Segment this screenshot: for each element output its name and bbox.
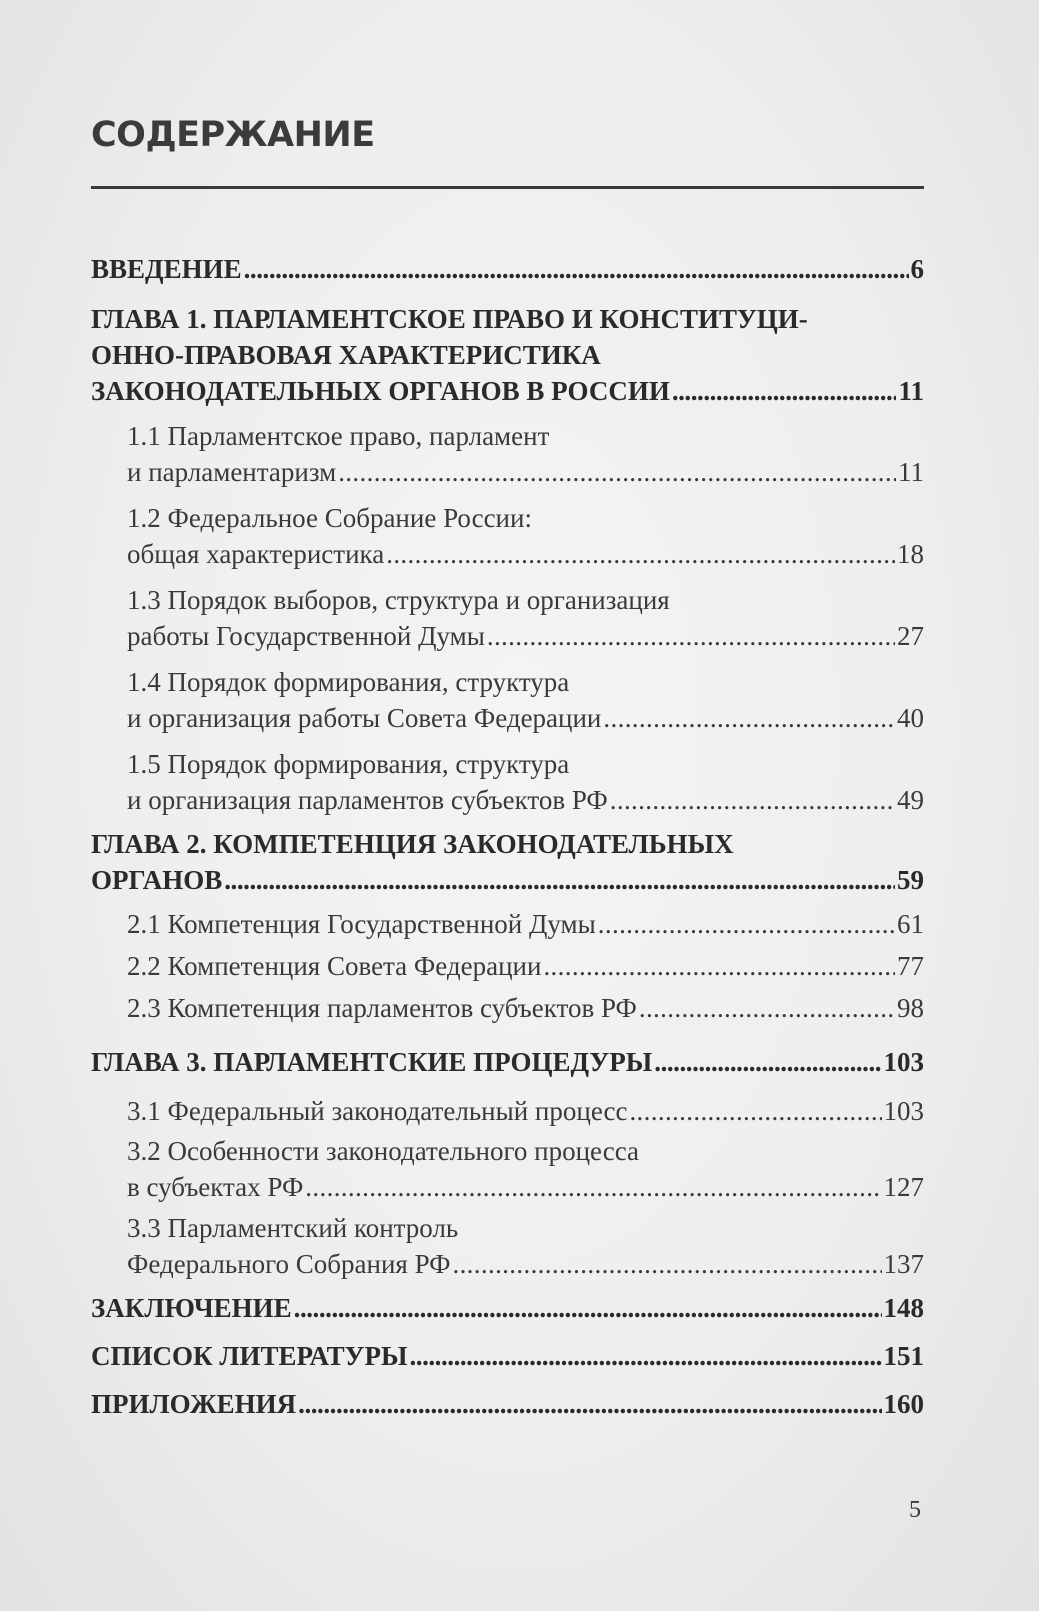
toc-entry-title: ПРИЛОЖЕНИЯ bbox=[91, 1389, 297, 1419]
toc-entry-page: 61 bbox=[897, 909, 924, 939]
toc-entry-title-line: ГЛАВА 2. КОМПЕТЕНЦИЯ ЗАКОНОДАТЕЛЬНЫХ bbox=[91, 829, 734, 859]
toc-entry-title-line: в субъектах РФ bbox=[127, 1172, 304, 1202]
toc-entry-title-line: общая характеристика bbox=[127, 539, 385, 569]
toc-entry-page: 98 bbox=[897, 993, 924, 1023]
dot-leader bbox=[629, 1093, 881, 1129]
dot-leader bbox=[610, 782, 895, 818]
toc-entry-title-line: работы Государственной Думы bbox=[127, 621, 485, 651]
dot-leader bbox=[543, 948, 895, 984]
toc-entry-title: ВВЕДЕНИЕ bbox=[91, 254, 242, 284]
toc-entry-section-1-1[interactable] bbox=[127, 418, 924, 490]
toc-entry-references[interactable] bbox=[91, 1338, 924, 1374]
toc-entry-title: СПИСОК ЛИТЕРАТУРЫ bbox=[91, 1341, 408, 1371]
toc-entry-page: 49 bbox=[897, 785, 924, 815]
dot-leader bbox=[298, 1386, 881, 1422]
toc-entry-title-line: 1.1 Парламентское право, парламент bbox=[127, 421, 550, 451]
toc-entry-section-1-5[interactable] bbox=[127, 746, 924, 818]
toc-entry-section-1-3[interactable] bbox=[127, 582, 924, 654]
toc-entry-section-2-2[interactable] bbox=[127, 948, 924, 984]
toc-entry-section-3-3[interactable] bbox=[127, 1210, 924, 1282]
dot-leader bbox=[386, 536, 895, 572]
toc-entry-page: 40 bbox=[897, 703, 924, 733]
toc-entry-title: 2.3 Компетенция парламентов субъектов РФ bbox=[127, 993, 637, 1023]
page-title: СОДЕРЖАНИЕ bbox=[91, 115, 375, 155]
toc-entry-page: 148 bbox=[883, 1293, 924, 1323]
toc-entry-title-line: 3.3 Парламентский контроль bbox=[127, 1213, 459, 1243]
toc-entry-title: 2.1 Компетенция Государственной Думы bbox=[127, 909, 596, 939]
toc-entry-section-3-1[interactable] bbox=[127, 1093, 924, 1129]
toc-entry-conclusion[interactable] bbox=[91, 1290, 924, 1326]
toc-entry-title-line: 1.2 Федеральное Собрание России: bbox=[127, 503, 532, 533]
toc-entry-title-line: 1.4 Порядок формирования, структура bbox=[127, 667, 570, 697]
toc-entry-title-line: и организация работы Совета Федерации bbox=[127, 703, 602, 733]
dot-leader bbox=[452, 1246, 881, 1282]
toc-entry-page: 59 bbox=[897, 865, 924, 895]
dot-leader bbox=[409, 1338, 881, 1374]
toc-entry-page: 6 bbox=[910, 254, 924, 284]
toc-entry-appendices[interactable] bbox=[91, 1386, 924, 1422]
dot-leader bbox=[487, 618, 895, 654]
dot-leader bbox=[639, 990, 895, 1026]
toc-entry-title-line: ЗАКОНОДАТЕЛЬНЫХ ОРГАНОВ В РОССИИ bbox=[91, 376, 670, 406]
toc-entry-page: 11 bbox=[898, 376, 924, 406]
dot-leader bbox=[338, 454, 896, 490]
toc-entry-title-line: ГЛАВА 1. ПАРЛАМЕНТСКОЕ ПРАВО И КОНСТИТУЦИ- bbox=[91, 304, 808, 334]
toc-entry-chapter-2[interactable] bbox=[91, 826, 924, 898]
toc-entry-page: 103 bbox=[883, 1047, 924, 1077]
dot-leader bbox=[305, 1169, 881, 1205]
toc-entry-page: 11 bbox=[898, 457, 924, 487]
toc-entry-page: 127 bbox=[883, 1172, 924, 1202]
toc-entry-page: 103 bbox=[883, 1096, 924, 1126]
toc-entry-title-line: ОННО-ПРАВОВАЯ ХАРАКТЕРИСТИКА bbox=[91, 340, 601, 370]
toc-entry-title-line: и организация парламентов субъектов РФ bbox=[127, 785, 608, 815]
toc-entry-title: ЗАКЛЮЧЕНИЕ bbox=[91, 1293, 292, 1323]
toc-entry-section-3-2[interactable] bbox=[127, 1133, 924, 1205]
toc-entry-section-2-1[interactable] bbox=[127, 906, 924, 942]
dot-leader bbox=[672, 373, 897, 409]
toc-entry-page: 27 bbox=[897, 621, 924, 651]
dot-leader bbox=[224, 862, 895, 898]
toc-entry-title-line: 1.3 Порядок выборов, структура и организация bbox=[127, 585, 670, 615]
toc-entry-introduction[interactable] bbox=[91, 251, 924, 287]
dot-leader bbox=[603, 700, 895, 736]
toc-entry-chapter-3[interactable] bbox=[91, 1044, 924, 1080]
dot-leader bbox=[654, 1044, 881, 1080]
toc-entry-page: 151 bbox=[883, 1341, 924, 1371]
toc-entry-title-line: 3.2 Особенности законодательного процесса bbox=[127, 1136, 639, 1166]
toc-entry-page: 77 bbox=[897, 951, 924, 981]
dot-leader bbox=[244, 251, 909, 287]
dot-leader bbox=[294, 1290, 882, 1326]
toc-entry-page: 160 bbox=[883, 1389, 924, 1419]
toc-entry-title: ГЛАВА 3. ПАРЛАМЕНТСКИЕ ПРОЦЕДУРЫ bbox=[91, 1047, 653, 1077]
toc-entry-page: 137 bbox=[883, 1249, 924, 1279]
toc-entry-title: 2.2 Компетенция Совета Федерации bbox=[127, 951, 542, 981]
toc-entry-section-1-2[interactable] bbox=[127, 500, 924, 572]
toc-entry-title-line: Федерального Собрания РФ bbox=[127, 1249, 451, 1279]
toc-entry-section-2-3[interactable] bbox=[127, 990, 924, 1026]
toc-entry-page: 18 bbox=[897, 539, 924, 569]
dot-leader bbox=[598, 906, 895, 942]
toc-entry-chapter-1[interactable] bbox=[91, 301, 924, 409]
toc-entry-title-line: 1.5 Порядок формирования, структура bbox=[127, 749, 570, 779]
toc-entry-title-line: ОРГАНОВ bbox=[91, 865, 223, 895]
toc-entry-section-1-4[interactable] bbox=[127, 664, 924, 736]
toc-entry-title-line: и парламентаризм bbox=[127, 457, 337, 487]
page-number: 5 bbox=[909, 1497, 921, 1523]
toc-entry-title: 3.1 Федеральный законодательный процесс bbox=[127, 1096, 628, 1126]
